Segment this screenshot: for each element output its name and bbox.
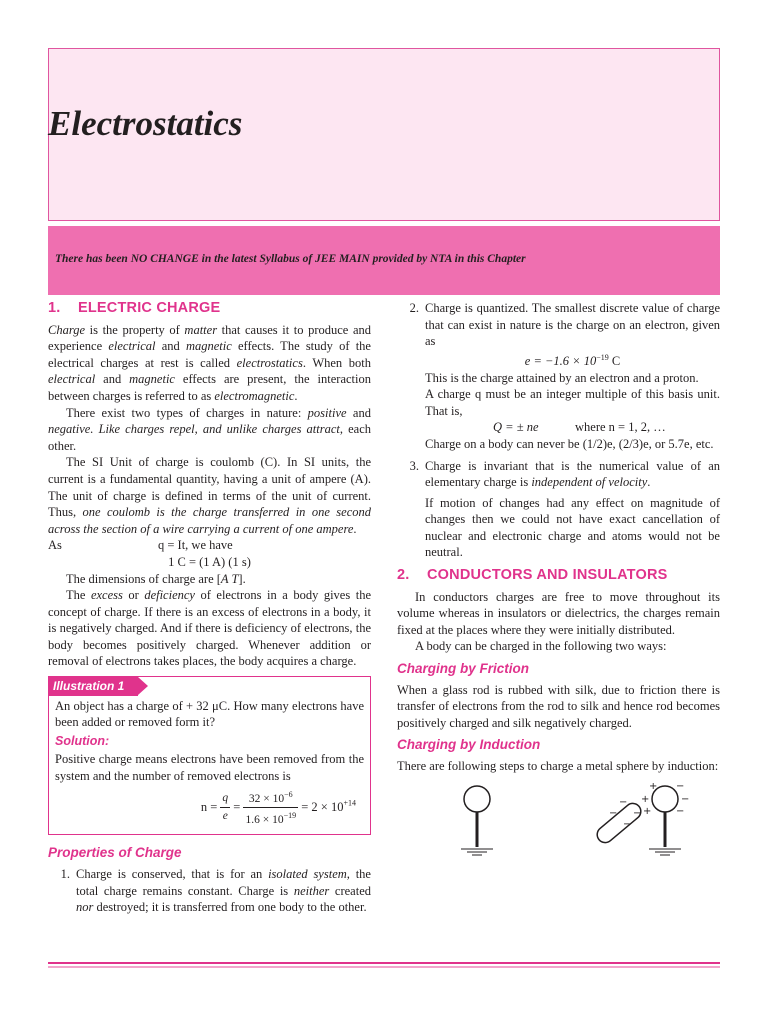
property-item-3: 3. Charge is invariant that is the numerical value of an elementary charge is independent of velocity. If motion of changes had any effect on magnitude of changes then we could not have exact cancellation of nuclear and electronic charge and atoms would not be neutral. (409, 458, 720, 560)
paragraph-friction: When a glass rod is rubbed with silk, due to friction there is transfer of electrons from the rod to silk and hence rod becomes positively charged and silk negatively charged. (397, 682, 720, 730)
paragraph-dimensions: The dimensions of charge are [A T]. (66, 571, 246, 586)
property-item-1: 1. Charge is conserved, that is for an isolated system, the total charge remains constant. Charge is neither created nor destroyed; it is transferred from one body to the other. (60, 867, 372, 915)
charge-sign-minus-2: − (681, 793, 690, 805)
banner-text: There has been NO CHANGE in the latest Syllabus of JEE MAIN provided by NTA in this Chapter (55, 253, 526, 265)
fraction-charge-ratio: $\frac{32 \times 10^{-6}}{1.6 \times 10^{-19}}$ (243, 787, 298, 829)
metal-sphere-icon (464, 786, 490, 812)
equation-line-2: 1 C = (1 A) (1 s) (168, 554, 251, 569)
paragraph-charge-types: There exist two types of charges in nature: positive and negative. Like charges repel, and unlike charges attract, each other. (48, 405, 371, 453)
illustration-tag: Illustration 1 (49, 677, 138, 696)
syllabus-banner (48, 226, 720, 295)
section-heading-electric-charge: 1. ELECTRIC CHARGE (48, 300, 221, 316)
rod-charge-minus-2: − (609, 807, 618, 819)
section-heading-conductors: 2. CONDUCTORS AND INSULATORS (397, 567, 668, 584)
paragraph-charging-ways: A body can be charged in the following two ways: (415, 639, 667, 654)
neutral-sphere-figure (461, 786, 493, 855)
induction-figures (397, 783, 720, 873)
footer-rule-light (48, 966, 720, 968)
footer-rule-dark (48, 962, 720, 964)
right-column (397, 300, 720, 873)
paragraph-charge-definition: Charge is the property of matter that causes it to produce and experience electrical and magnetic effects. The study of the electrical charges at rest is called electrostatics. When both electrical and magnetic effects are present, the interaction between charges is referred to as electromagnetic. (48, 322, 372, 403)
rod-charge-minus-1: − (619, 796, 628, 808)
induction-diagram (397, 783, 720, 873)
paragraph-si-unit: The SI Unit of charge is coulomb (C). In SI units, the current is a fundamental quantity, having a unit of ampere (A). The unit of charge is defined in terms of the unit of current. Thus, one coulomb is the charge transferred in one second across the section of a wire carrying a current of one ampere. (48, 455, 371, 536)
illustration-answer: Positive charge means electrons have been removed from the system and the number of removed electrons is (55, 752, 364, 784)
rod-charge-minus-3: − (633, 807, 642, 819)
heading-charging-by-friction: Charging by Friction (397, 661, 530, 677)
heading-properties-of-charge: Properties of Charge (48, 845, 182, 861)
induced-sphere-figure (594, 783, 689, 855)
illustration-box (48, 676, 371, 835)
page-title: Electrostatics (48, 104, 243, 143)
left-column (48, 300, 371, 916)
charge-sign-minus-1: − (676, 782, 685, 792)
charge-sign-minus-3: − (676, 805, 685, 817)
illustration-question: An object has a charge of + 32 μC. How many electrons have been added or removed form it? (55, 698, 364, 730)
heading-charging-by-induction: Charging by Induction (397, 737, 541, 753)
illustration-equation: n = $\frac{q}{e}$ = $\frac{32 \times 10^{-6}}{1.6 \times 10^{-19}}$ = $2 \times 10^{+14}$ (55, 787, 364, 829)
paragraph-excess-deficiency: The excess or deficiency of electrons in a body gives the concept of charge. If there is an excess of electrons in a body, it is negatively charged. And if there is deficiency of electrons, the body becomes positively charged. Whenever addition or removal of electrons takes places, the body acquires a charge. (48, 588, 371, 669)
paragraph-conductors: In conductors charges are free to move throughout its volume whereas in insulators or dielectrics, the charges remain fixed at the places where they were initially distributed. (397, 589, 720, 637)
paragraph-induction: There are following steps to charge a metal sphere by induction: (397, 759, 719, 773)
property-item-2: 2. Charge is quantized. The smallest discrete value of charge that can exist in nature is the charge on an electron, given as $e = -1.6 \times 10^{-19}$ C This is the charge attained by an electron and a proton. A charge q must be an integer multiple of this basis unit. That is, Q = ± ne where n = 1, 2, … Charge on a body can never be (1/2)e, (2/3)e, or 5.7e, etc. (409, 301, 720, 451)
equation-line-1: As q = It, we have (48, 538, 233, 553)
solution-label: Solution: (55, 733, 110, 748)
charge-sign-plus-1: + (649, 782, 658, 792)
fraction-q-over-e: $\frac{q}{e}$ (222, 792, 229, 823)
charge-sign-plus-2: + (641, 793, 650, 805)
rod-charge-minus-4: − (623, 818, 632, 830)
charge-sign-plus-3: + (643, 805, 652, 817)
